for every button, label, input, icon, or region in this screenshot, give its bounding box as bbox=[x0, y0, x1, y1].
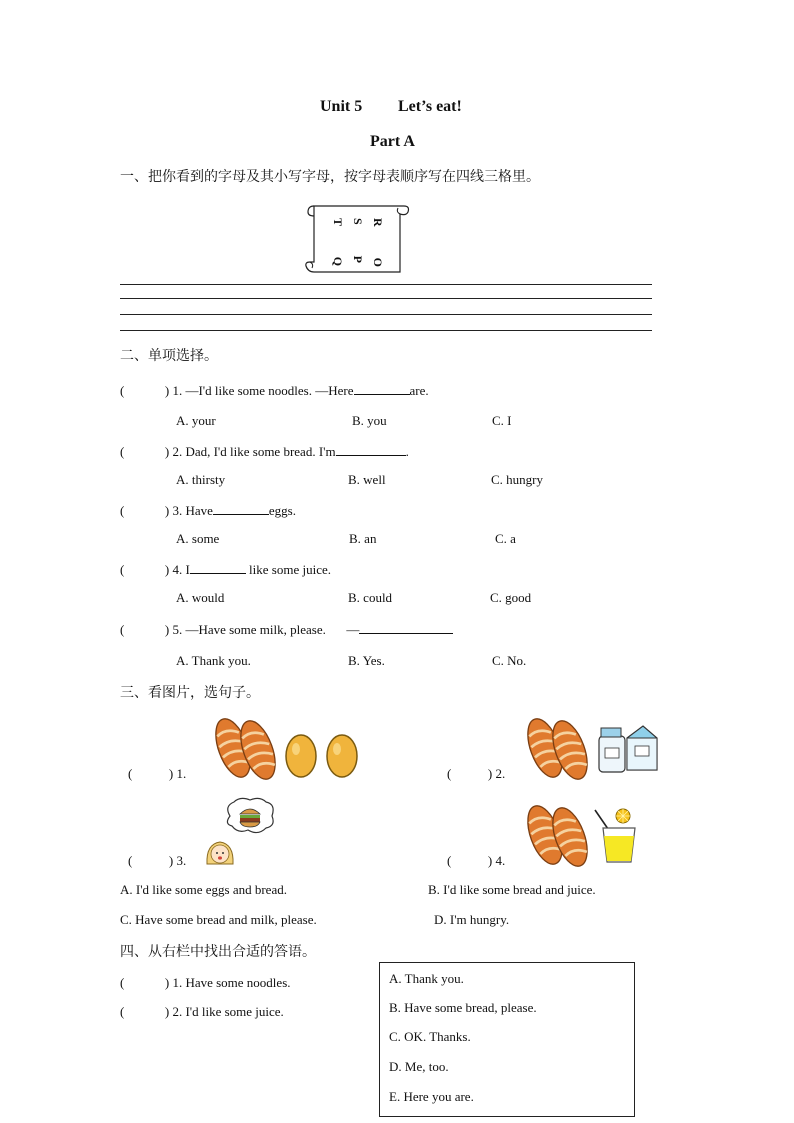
item-number: 4. bbox=[495, 853, 506, 868]
option-a[interactable]: A. thirsty bbox=[176, 472, 226, 487]
answer-paren-close: ) bbox=[168, 853, 174, 868]
answer-paren-close: ) bbox=[164, 622, 170, 637]
question-text: 1. Have some noodles. bbox=[172, 975, 291, 990]
answer-paren-close: ) bbox=[164, 975, 170, 990]
answer-paren-open: ( bbox=[128, 766, 133, 781]
question-text: eggs. bbox=[268, 503, 296, 518]
answer-paren-close: ) bbox=[164, 503, 170, 518]
answer-paren-open: ( bbox=[120, 383, 125, 398]
option-a[interactable]: A. your bbox=[176, 413, 216, 428]
option-b[interactable]: B. an bbox=[349, 531, 377, 546]
scroll-icon bbox=[300, 200, 412, 281]
answer-paren-open: ( bbox=[120, 622, 125, 637]
option-c[interactable]: C. hungry bbox=[491, 472, 543, 487]
option-b[interactable]: B. well bbox=[348, 472, 386, 487]
answer-paren-close: ) bbox=[168, 766, 174, 781]
answer-paren-close: ) bbox=[164, 383, 170, 398]
bread-icon bbox=[208, 716, 283, 780]
item-number: 2. bbox=[495, 766, 506, 781]
fill-blank[interactable] bbox=[190, 561, 246, 574]
question-text: — bbox=[346, 622, 360, 637]
match-question-1 bbox=[120, 975, 291, 991]
bread-icon bbox=[520, 716, 595, 780]
answer-paren-open: ( bbox=[128, 853, 133, 868]
question-text: —I'd like some noodles. —Here bbox=[185, 383, 354, 398]
answer-paren-close: ) bbox=[164, 1004, 170, 1019]
question-text: Have bbox=[185, 503, 213, 518]
answer-paren-open: ( bbox=[120, 444, 125, 459]
picture-item-2 bbox=[447, 766, 505, 782]
question-number: 1. bbox=[172, 383, 183, 398]
egg-icon bbox=[325, 733, 359, 779]
choice-c: C. Have some bread and milk, please. bbox=[120, 912, 317, 927]
writing-line bbox=[120, 314, 652, 315]
answer-option-a: A. Thank you. bbox=[389, 971, 464, 986]
scroll-col-3: T Q bbox=[331, 218, 345, 281]
option-b[interactable]: B. Yes. bbox=[348, 653, 385, 668]
question-text: Dad, I'd like some bread. I'm bbox=[185, 444, 336, 459]
writing-line bbox=[120, 330, 652, 331]
option-c[interactable]: C. I bbox=[492, 413, 512, 428]
question-text: like some juice. bbox=[249, 562, 331, 577]
answer-paren-open: ( bbox=[120, 503, 125, 518]
question-number: 2. bbox=[172, 444, 183, 459]
question-row bbox=[120, 382, 429, 399]
section2-heading: 二、单项选择。 bbox=[120, 348, 218, 364]
answer-option-b: B. Have some bread, please. bbox=[389, 1000, 537, 1015]
question-row bbox=[120, 621, 453, 638]
bread-icon bbox=[520, 803, 595, 867]
answer-paren-open: ( bbox=[120, 562, 125, 577]
section1-heading: 一、把你看到的字母及其小写字母，按字母表顺序写在四线三格里。 bbox=[120, 169, 540, 185]
picture-item-1 bbox=[128, 766, 186, 782]
picture-item-3 bbox=[128, 853, 186, 869]
answer-option-c: C. OK. Thanks. bbox=[389, 1029, 471, 1044]
answer-paren-close: ) bbox=[487, 853, 493, 868]
unit-label: Unit 5 bbox=[320, 98, 363, 115]
answer-box bbox=[379, 962, 635, 1117]
option-a[interactable]: A. some bbox=[176, 531, 220, 546]
choice-a: A. I'd like some eggs and bread. bbox=[120, 882, 287, 897]
question-text: —Have some milk, please. bbox=[185, 622, 326, 637]
option-a[interactable]: A. would bbox=[176, 590, 225, 605]
egg-icon bbox=[284, 733, 318, 779]
option-b[interactable]: B. you bbox=[352, 413, 387, 428]
option-c[interactable]: C. good bbox=[490, 590, 532, 605]
choice-b: B. I'd like some bread and juice. bbox=[428, 882, 596, 897]
item-number: 1. bbox=[176, 766, 187, 781]
question-text: . bbox=[405, 444, 409, 459]
choice-d: D. I'm hungry. bbox=[434, 912, 510, 927]
burger-thought-icon bbox=[222, 796, 278, 838]
answer-paren-open: ( bbox=[447, 853, 452, 868]
section4-heading: 四、从右栏中找出合适的答语。 bbox=[120, 944, 316, 960]
item-number: 3. bbox=[176, 853, 187, 868]
part-label: Part A bbox=[370, 133, 415, 150]
answer-paren-open: ( bbox=[120, 975, 125, 990]
answer-option-e: E. Here you are. bbox=[389, 1089, 474, 1104]
scroll-col-1: R O bbox=[371, 218, 385, 281]
picture-item-4 bbox=[447, 853, 505, 869]
fill-blank[interactable] bbox=[359, 621, 453, 634]
question-text: I bbox=[185, 562, 190, 577]
answer-paren-close: ) bbox=[487, 766, 493, 781]
writing-line bbox=[120, 284, 652, 285]
section3-heading: 三、看图片，选句子。 bbox=[120, 685, 260, 701]
scroll-col-2: S P bbox=[351, 218, 365, 278]
fill-blank[interactable] bbox=[354, 382, 410, 395]
answer-paren-open: ( bbox=[447, 766, 452, 781]
fill-blank[interactable] bbox=[336, 443, 406, 456]
question-row bbox=[120, 443, 409, 460]
question-text: 2. I'd like some juice. bbox=[172, 1004, 284, 1019]
question-number: 3. bbox=[172, 503, 183, 518]
unit-title: Let’s eat! bbox=[398, 98, 462, 115]
question-row bbox=[120, 561, 331, 578]
option-b[interactable]: B. could bbox=[348, 590, 393, 605]
answer-paren-open: ( bbox=[120, 1004, 125, 1019]
question-number: 4. bbox=[172, 562, 183, 577]
answer-paren-close: ) bbox=[164, 444, 170, 459]
question-number: 5. bbox=[172, 622, 183, 637]
juice-glass-icon bbox=[593, 806, 641, 864]
option-a[interactable]: A. Thank you. bbox=[176, 653, 251, 668]
writing-line bbox=[120, 298, 652, 299]
answer-paren-close: ) bbox=[164, 562, 170, 577]
girl-icon bbox=[204, 838, 236, 866]
option-c[interactable]: C. No. bbox=[492, 653, 527, 668]
match-question-2 bbox=[120, 1004, 284, 1020]
answer-option-d: D. Me, too. bbox=[389, 1059, 449, 1074]
question-text: are. bbox=[409, 383, 429, 398]
milk-carton-icon bbox=[597, 722, 663, 776]
option-c[interactable]: C. a bbox=[495, 531, 516, 546]
question-row bbox=[120, 502, 296, 519]
fill-blank[interactable] bbox=[213, 502, 269, 515]
